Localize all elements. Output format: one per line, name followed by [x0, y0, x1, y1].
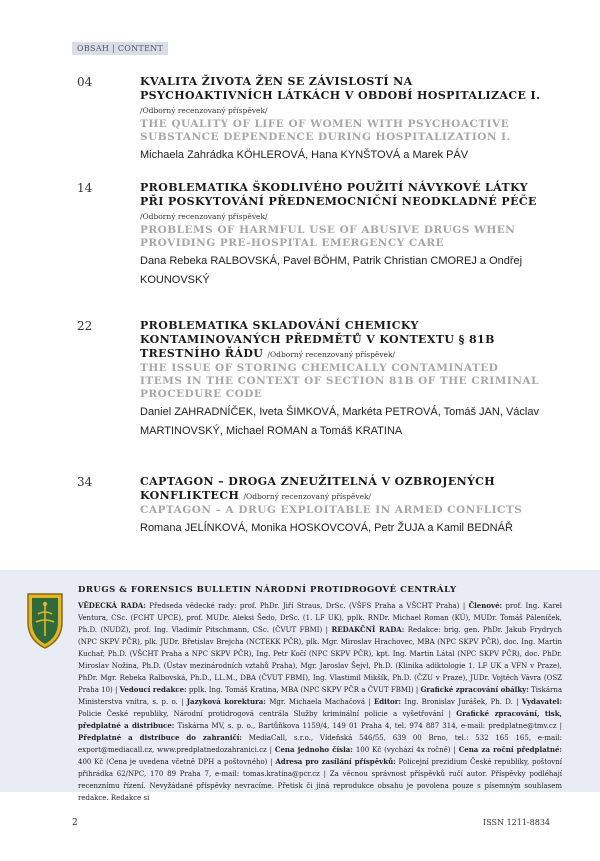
page-number: 04	[77, 75, 93, 89]
article-type-note: /Odborný recenzovaný příspěvek/	[140, 212, 268, 221]
police-shield-logo-icon	[22, 588, 68, 652]
article-type-note: /Odborný recenzovaný příspěvek/	[140, 106, 268, 115]
article-authors: Daniel ZAHRADNÍČEK, Iveta ŠIMKOVÁ, Markéta PETROVÁ, Tomáš JAN, Václav MARTINOVSKÝ, Michael ROMAN a Tomáš KRATINA	[140, 406, 539, 437]
page-number: 22	[77, 319, 93, 333]
article-authors: Dana Rebeka RALBOVSKÁ, Pavel BÖHM, Patrik Christian CMOREJ a Ondřej KOUNOVSKÝ	[140, 255, 523, 286]
article-title[interactable]: PROBLEMATIKA SKLADOVÁNÍ CHEMICKY KONTAMINOVANÝCH PŘEDMĚTŮ V KONTEXTU § 81B TRESTNÍHO ŘÁDU /Odborný recenzovaný příspěvek/	[140, 319, 495, 360]
page-number: 14	[77, 181, 93, 195]
article-title[interactable]: PROBLEMATIKA ŠKODLIVÉHO POUŽITÍ NÁVYKOVÉ LÁTKY PŘI POSKYTOVÁNÍ PŘEDNEMOCNIČNÍ NEODKLADNÉ PÉČE /Odborný recenzovaný příspěvek/	[140, 181, 537, 221]
section-tag: OBSAH | CONTENT	[72, 42, 168, 55]
article-title-en: THE ISSUE OF STORING CHEMICALLY CONTAMINATED ITEMS IN THE CONTEXT OF SECTION 81B OF THE CRIMINAL PROCEDURE CODE	[140, 362, 539, 400]
article-type-note: /Odborný recenzovaný příspěvek/	[243, 492, 372, 501]
article-authors: Michaela Zahrádka KÖHLEROVÁ, Hana KYNŠTOVÁ a Marek PÁV	[140, 149, 469, 161]
imprint-heading: DRUGS & FORENSICS BULLETIN NÁRODNÍ PROTIDROGOVÉ CENTRÁLY	[78, 585, 457, 595]
article-title-en: THE QUALITY OF LIFE OF WOMEN WITH PSYCHOACTIVE SUBSTANCE DEPENDENCE DURING HOSPITALIZATION I.	[140, 118, 511, 143]
imprint-text: VĚDECKÁ RADA: Předseda vědecké rady: prof. PhDr. Jiří Straus, DrSc. (VŠFS Praha a VŠCHT Praha) | Členové: prof. Ing. Karel Ventura, CSc. (FCHT UPCE), prof. MUDr. Aleksi Šedo, DrSc. (1. LF UK), pplk. RNDr. Michael Roman (KÚ), MUDr. Tomáš Páleníček, Ph.D. (NUDZ), prof. Ing. Vladimír Pitschmann, CSc. (ČVUT FBMI) | REDAKČNÍ RADA: Redakce: brig. gen. PhDr. Jakub Frydrych (NPC SKPV PČR), plk. JUDr. Břetislav Brejcha (NCTEKK PČR), plk. Mgr. Miroslav Hrachovec, MBA (NPC SKPV PČR), doc. Ing. Martin Kuchař, Ph.D. (VŠCHT Praha a NPC SKPV PČR), Ing. Petr Kočí (NPC SKPV PČR), kpt. Ing. Martin Látal (NPC SKPV PČR), doc. PhDr. Miroslav Nožina, Ph.D. (Ústav mezinárodních vztahů Praha), Mgr. Jaroslav Šejvl, Ph.D. (Klinika adiktologie 1. LF UK a VFN v Praze), PhDr. Mgr. Rebeka Ralbovská, Ph.D., LL.M., DBA (ČVUT FBMI), Ing. Vlastimil Mikšík, Ph.D. (ČZU v Praze), JUDr. Vojtěch Vávra (OSZ Praha 10) | Vedoucí redakce: pplk. Ing. Tomáš Kratina, MBA (NPC SKPV PČR a ČVUT FBMI) | Grafické zpracování obálky: Tiskárna Ministerstva vnitra, s. p. o. | Jazyková korektura: Mgr. Michaela Machačová | Editor: Ing. Bronislav Jurášek, Ph. D. | Vydavatel: Policie České republiky, Národní protidrogová centrála Služby kriminální policie a vyšetřování | Grafické zpracování, tisk, předplatné a distribuce: Tiskárna MV, s. p. o., Bartůňkova 1159/4, 149 01 Praha 4, tel. 974 887 314, e-mail: predplatne@tmv.cz | Předplatné a distribuce do zahraničí: MediaCall, s.r.o., Vídeňská 546/55, 639 00 Brno, tel.: 532 165 165, e-mail: export@mediacall.cz, www.predplatnedozahranici.cz | Cena jednoho čísla: 100 Kč (vychází 4x ročně) | Cena za roční předplatné: 400 Kč (Cena je uvedena včetně DPH a poštovného) | Adresa pro zasílání příspěvků: Policejní prezidium České republiky, poštovní přihrádka 62/NPC, 170 89 Praha 7, e-mail: tomas.kratina@pcr.cz | Za věcnou správnost příspěvků ručí autor. Příspěvky podléhají recenznímu řízení. Nevyžádané příspěvky nevracíme. Přetisk či jiná reprodukce obsahu je povolena pouze s písemným souhlasem redakce. Redakce si	[78, 601, 563, 802]
article-title[interactable]: CAPTAGON – DROGA ZNEUŽITELNÁ V OZBROJENÝCH KONFLIKTECH /Odborný recenzovaný příspěvek/	[140, 475, 496, 502]
article-title[interactable]: KVALITA ŽIVOTA ŽEN SE ZÁVISLOSTÍ NA PSYCHOAKTIVNÍCH LÁTKÁCH V OBDOBÍ HOSPITALIZACE I. /Odborný recenzovaný příspěvek/	[140, 75, 541, 115]
article-title-en: CAPTAGON – A DRUG EXPLOITABLE IN ARMED CONFLICTS	[140, 504, 523, 516]
article-title-en: PROBLEMS OF HARMFUL USE OF ABUSIVE DRUGS WHEN PROVIDING PRE-HOSPITAL EMERGENCY CARE	[140, 224, 516, 249]
footer-issn: ISSN 1211-8834	[483, 818, 550, 827]
imprint-panel	[0, 570, 600, 802]
article-type-note: /Odborný recenzovaný příspěvek/	[267, 350, 396, 359]
page-number: 34	[77, 475, 93, 489]
article-authors: Romana JELÍNKOVÁ, Monika HOSKOVCOVÁ, Petr ŽUJA a Kamil BEDNÁŘ	[140, 522, 513, 534]
footer-page-number: 2	[72, 818, 78, 828]
